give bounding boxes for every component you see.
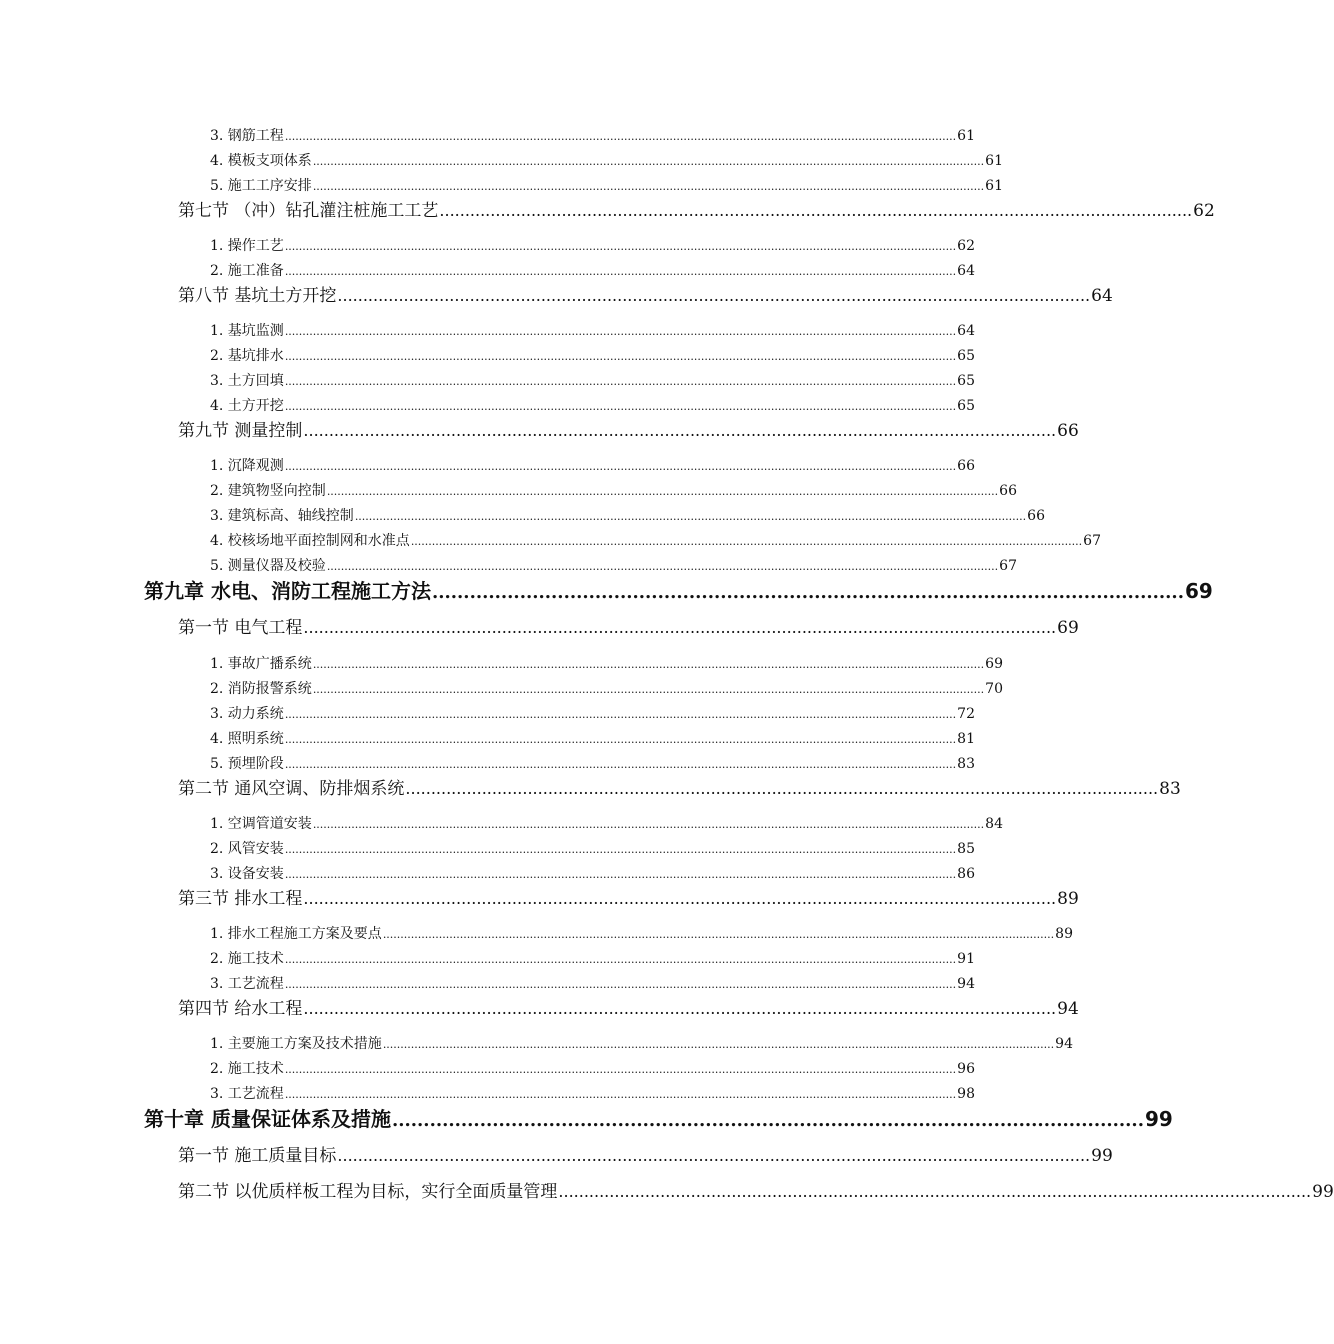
dot-leader: ................................................................................................................................................................................................ — [312, 180, 985, 193]
dot-leader: .................................................................................................................................................... — [303, 889, 1057, 908]
toc-entry-page: 70 — [985, 681, 1003, 697]
dot-leader: ................................................................................................................................................................................................ — [312, 818, 985, 831]
dot-leader: ................................................................................................................................................................................................ — [284, 758, 957, 771]
toc-entry-title: 2. 消防报警系统 — [210, 681, 312, 697]
dot-leader: ................................................................................................................................................................................................ — [326, 560, 999, 573]
toc-chapter[interactable] — [144, 577, 1213, 605]
dot-leader: ................................................................................................................................................................................................ — [284, 325, 957, 338]
toc-entry-title: 第二节 以优质样板工程为目标，实行全面质量管理 — [178, 1182, 558, 1202]
toc-entry[interactable] — [210, 151, 1003, 171]
toc-entry[interactable] — [210, 679, 1003, 699]
toc-entry-page: 98 — [957, 1086, 975, 1102]
toc-entry-title: 3. 钢筋工程 — [210, 128, 284, 144]
toc-entry[interactable] — [210, 924, 1073, 944]
toc-entry[interactable] — [210, 396, 975, 416]
toc-entry-page: 69 — [985, 656, 1003, 672]
toc-entry-page: 94 — [957, 976, 975, 992]
dot-leader: ................................................................................................................................................................................................ — [284, 350, 957, 363]
toc-entry[interactable] — [210, 506, 1045, 526]
toc-entry-title: 1. 沉降观测 — [210, 458, 284, 474]
dot-leader: ................................................................................................................................................................................................ — [382, 928, 1055, 941]
dot-leader: .................................................................................................................................................... — [439, 201, 1193, 220]
toc-chapter[interactable] — [144, 1105, 1173, 1133]
toc-entry-title: 第一节 电气工程 — [178, 618, 303, 638]
toc-entry[interactable] — [210, 531, 1101, 551]
toc-entry[interactable] — [178, 1144, 1113, 1168]
toc-entry-page: 66 — [1027, 508, 1045, 524]
toc-entry[interactable] — [210, 126, 975, 146]
toc-entry-page: 99 — [1312, 1182, 1334, 1202]
dot-leader: ................................................................................................................................................................................................ — [284, 265, 957, 278]
toc-entry[interactable] — [210, 704, 975, 724]
toc-entry-page: 67 — [999, 558, 1017, 574]
toc-entry-title: 4. 照明系统 — [210, 731, 284, 747]
dot-leader: .................................................................................................................................................... — [303, 618, 1057, 637]
toc-entry-page: 66 — [999, 483, 1017, 499]
dot-leader: ................................................................................................................................................................................................ — [284, 953, 957, 966]
toc-entry[interactable] — [210, 729, 975, 749]
dot-leader: ........................................................................................................................ — [431, 582, 1184, 603]
toc-entry[interactable] — [210, 1084, 975, 1104]
dot-leader: ................................................................................................................................................................................................ — [284, 400, 957, 413]
toc-chapter-page: 99 — [1144, 1107, 1173, 1131]
toc-entry[interactable] — [178, 616, 1079, 640]
toc-entry-page: 83 — [957, 756, 975, 772]
toc-entry-title: 第四节 给水工程 — [178, 999, 303, 1019]
toc-entry-page: 83 — [1159, 779, 1181, 799]
dot-leader: ................................................................................................................................................................................................ — [284, 375, 957, 388]
toc-entry[interactable] — [178, 284, 1113, 308]
toc-entry-title: 1. 基坑监测 — [210, 323, 284, 339]
toc-entry[interactable] — [178, 997, 1079, 1021]
toc-entry-page: 62 — [957, 238, 975, 254]
toc-entry-page: 66 — [957, 458, 975, 474]
toc-entry-title: 5. 施工工序安排 — [210, 178, 312, 194]
dot-leader: ................................................................................................................................................................................................ — [284, 130, 957, 143]
toc-entry-title: 2. 施工技术 — [210, 951, 284, 967]
toc-entry[interactable] — [178, 199, 1215, 223]
toc-entry-title: 第一节 施工质量目标 — [178, 1146, 337, 1166]
toc-entry[interactable] — [178, 777, 1181, 801]
toc-entry[interactable] — [210, 481, 1017, 501]
toc-entry-title: 1. 空调管道安装 — [210, 816, 312, 832]
dot-leader: ................................................................................................................................................................................................ — [354, 510, 1027, 523]
toc-entry[interactable] — [178, 1180, 1334, 1204]
toc-entry-page: 99 — [1091, 1146, 1113, 1166]
toc-entry-page: 61 — [985, 153, 1003, 169]
toc-entry-page: 94 — [1055, 1036, 1073, 1052]
dot-leader: ........................................................................................................................ — [391, 1110, 1144, 1131]
toc-entry-title: 3. 土方回填 — [210, 373, 284, 389]
toc-entry[interactable] — [210, 974, 975, 994]
toc-entry-title: 3. 动力系统 — [210, 706, 284, 722]
toc-entry-page: 96 — [957, 1061, 975, 1077]
toc-entry-page: 62 — [1193, 201, 1215, 221]
toc-entry[interactable] — [178, 887, 1079, 911]
toc-entry-title: 第二节 通风空调、防排烟系统 — [178, 779, 405, 799]
toc-entry-page: 65 — [957, 348, 975, 364]
toc-entry-page: 86 — [957, 866, 975, 882]
toc-entry-title: 2. 风管安装 — [210, 841, 284, 857]
toc-entry[interactable] — [210, 1059, 975, 1079]
toc-entry[interactable] — [210, 556, 1017, 576]
toc-entry-page: 91 — [957, 951, 975, 967]
toc-entry-page: 65 — [957, 398, 975, 414]
toc-entry-page: 67 — [1083, 533, 1101, 549]
toc-entry-page: 69 — [1057, 618, 1079, 638]
dot-leader: .................................................................................................................................................... — [405, 779, 1159, 798]
dot-leader: ................................................................................................................................................................................................ — [382, 1038, 1055, 1051]
toc-entry-title: 4. 校核场地平面控制网和水准点 — [210, 533, 410, 549]
toc-entry[interactable] — [210, 654, 1003, 674]
toc-entry-title: 第八节 基坑土方开挖 — [178, 286, 337, 306]
toc-entry-page: 81 — [957, 731, 975, 747]
toc-entry-title: 3. 设备安装 — [210, 866, 284, 882]
toc-entry[interactable] — [210, 814, 1003, 834]
toc-entry-title: 4. 土方开挖 — [210, 398, 284, 414]
toc-entry-page: 89 — [1057, 889, 1079, 909]
dot-leader: ................................................................................................................................................................................................ — [284, 843, 957, 856]
toc-entry-page: 72 — [957, 706, 975, 722]
dot-leader: ................................................................................................................................................................................................ — [326, 485, 999, 498]
dot-leader: ................................................................................................................................................................................................ — [312, 155, 985, 168]
toc-entry-title: 5. 测量仪器及校验 — [210, 558, 326, 574]
toc-chapter-title: 第九章 水电、消防工程施工方法 — [144, 579, 431, 603]
dot-leader: .................................................................................................................................................... — [303, 999, 1057, 1018]
dot-leader: ................................................................................................................................................................................................ — [284, 1088, 957, 1101]
dot-leader: ................................................................................................................................................................................................ — [410, 535, 1083, 548]
toc-chapter-page: 69 — [1184, 579, 1213, 603]
toc-entry[interactable] — [178, 419, 1079, 443]
toc-entry-title: 5. 预埋阶段 — [210, 756, 284, 772]
dot-leader: ................................................................................................................................................................................................ — [284, 733, 957, 746]
dot-leader: ................................................................................................................................................................................................ — [284, 1063, 957, 1076]
toc-entry-page: 84 — [985, 816, 1003, 832]
toc-entry-title: 4. 模板支项体系 — [210, 153, 312, 169]
toc-entry-page: 85 — [957, 841, 975, 857]
toc-entry-title: 3. 工艺流程 — [210, 1086, 284, 1102]
toc-entry[interactable] — [210, 839, 975, 859]
toc-entry-title: 第七节 （冲）钻孔灌注桩施工工艺 — [178, 201, 439, 221]
toc-entry[interactable] — [210, 1034, 1073, 1054]
toc-entry-title: 2. 基坑排水 — [210, 348, 284, 364]
toc-entry-title: 第三节 排水工程 — [178, 889, 303, 909]
dot-leader: ................................................................................................................................................................................................ — [284, 460, 957, 473]
dot-leader: .................................................................................................................................................... — [337, 286, 1091, 305]
toc-entry-page: 89 — [1055, 926, 1073, 942]
dot-leader: ................................................................................................................................................................................................ — [284, 240, 957, 253]
toc-entry[interactable] — [210, 176, 1003, 196]
toc-entry-title: 3. 建筑标高、轴线控制 — [210, 508, 354, 524]
dot-leader: ................................................................................................................................................................................................ — [284, 708, 957, 721]
toc-entry[interactable] — [210, 371, 975, 391]
toc-entry-page: 65 — [957, 373, 975, 389]
toc-entry-page: 64 — [957, 263, 975, 279]
toc-entry-title: 第九节 测量控制 — [178, 421, 303, 441]
dot-leader: ................................................................................................................................................................................................ — [312, 658, 985, 671]
toc-entry-title: 1. 主要施工方案及技术措施 — [210, 1036, 382, 1052]
toc-entry[interactable] — [210, 754, 975, 774]
toc-entry-title: 2. 施工准备 — [210, 263, 284, 279]
toc-entry[interactable] — [210, 456, 975, 476]
toc-entry[interactable] — [210, 236, 975, 256]
toc-entry-title: 3. 工艺流程 — [210, 976, 284, 992]
toc-entry-title: 1. 事故广播系统 — [210, 656, 312, 672]
dot-leader: ................................................................................................................................................................................................ — [284, 978, 957, 991]
toc-entry[interactable] — [210, 346, 975, 366]
dot-leader: ................................................................................................................................................................................................ — [312, 683, 985, 696]
dot-leader: .................................................................................................................................................... — [558, 1182, 1312, 1201]
toc-entry-title: 1. 排水工程施工方案及要点 — [210, 926, 382, 942]
dot-leader: ................................................................................................................................................................................................ — [284, 868, 957, 881]
toc-entry-title: 1. 操作工艺 — [210, 238, 284, 254]
dot-leader: .................................................................................................................................................... — [303, 421, 1057, 440]
toc-entry[interactable] — [210, 949, 975, 969]
toc-entry-page: 61 — [957, 128, 975, 144]
toc-entry[interactable] — [210, 321, 975, 341]
toc-entry-title: 2. 建筑物竖向控制 — [210, 483, 326, 499]
toc-entry-page: 94 — [1057, 999, 1079, 1019]
toc-entry[interactable] — [210, 261, 975, 281]
toc-chapter-title: 第十章 质量保证体系及措施 — [144, 1107, 391, 1131]
dot-leader: .................................................................................................................................................... — [337, 1146, 1091, 1165]
toc-entry-page: 61 — [985, 178, 1003, 194]
toc-entry-page: 64 — [1091, 286, 1113, 306]
toc-entry-page: 66 — [1057, 421, 1079, 441]
toc-entry[interactable] — [210, 864, 975, 884]
toc-entry-title: 2. 施工技术 — [210, 1061, 284, 1077]
toc-entry-page: 64 — [957, 323, 975, 339]
